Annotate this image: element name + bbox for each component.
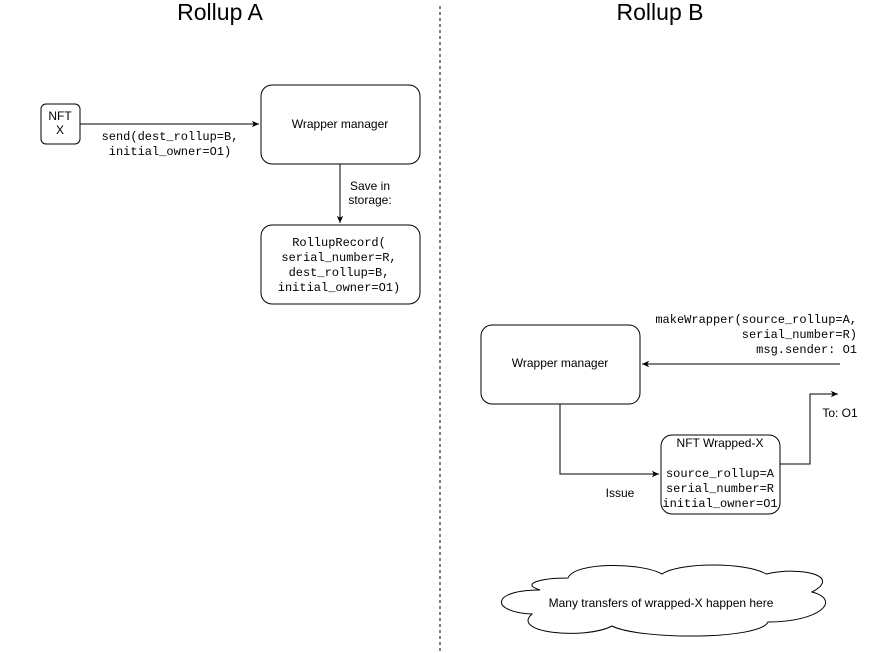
cloud-text: Many transfers of wrapped-X happen here [548,596,774,610]
rollup-record-line3: dest_rollup=B, [288,266,390,280]
nft-wrapped-x-line2: serial_number=R [665,482,775,496]
rollup-record-box [261,225,420,304]
send-label-line1: send(dest_rollup=B, [101,130,239,144]
nft-wrapped-x-box [661,435,780,514]
rollup-record-line1: RollupRecord( [292,236,386,250]
rollup-record-line2: serial_number=R, [281,251,397,265]
wrapper-manager-b-label: Wrapper manager [511,356,609,370]
nft-wrapped-x-line1: source_rollup=A [665,467,775,481]
rollup-b-title: Rollup B [616,0,704,25]
rollup-a-title: Rollup A [177,0,263,25]
save-label-line1: Save in [349,179,391,193]
wrapper-manager-b [481,325,640,404]
rollup-record-line4: initial_owner=O1) [277,281,401,295]
nft-x-label-line1: NFT [48,109,72,123]
wrapper-manager-a-label: Wrapper manager [291,117,389,131]
nft-wrapped-x-line3: initial_owner=O1 [662,497,778,511]
to-owner-arrow [780,394,838,464]
make-wrapper-label-line1: makeWrapper(source_rollup=A, [655,313,857,327]
save-label-line2: storage: [348,193,392,207]
issue-arrow [560,404,659,474]
make-wrapper-label-line2: serial_number=R) [741,328,857,342]
make-wrapper-label-line3: msg.sender: O1 [756,343,857,357]
nft-x-label-line2: X [55,123,65,137]
transfers-cloud [501,565,825,636]
to-owner-label: To: O1 [822,406,858,420]
nft-wrapped-x-title: NFT Wrapped-X [676,436,764,450]
nft-x-box [41,104,80,144]
wrapper-manager-a [261,85,420,164]
issue-label: Issue [605,486,635,500]
send-label-line2: initial_owner=O1) [108,145,232,159]
